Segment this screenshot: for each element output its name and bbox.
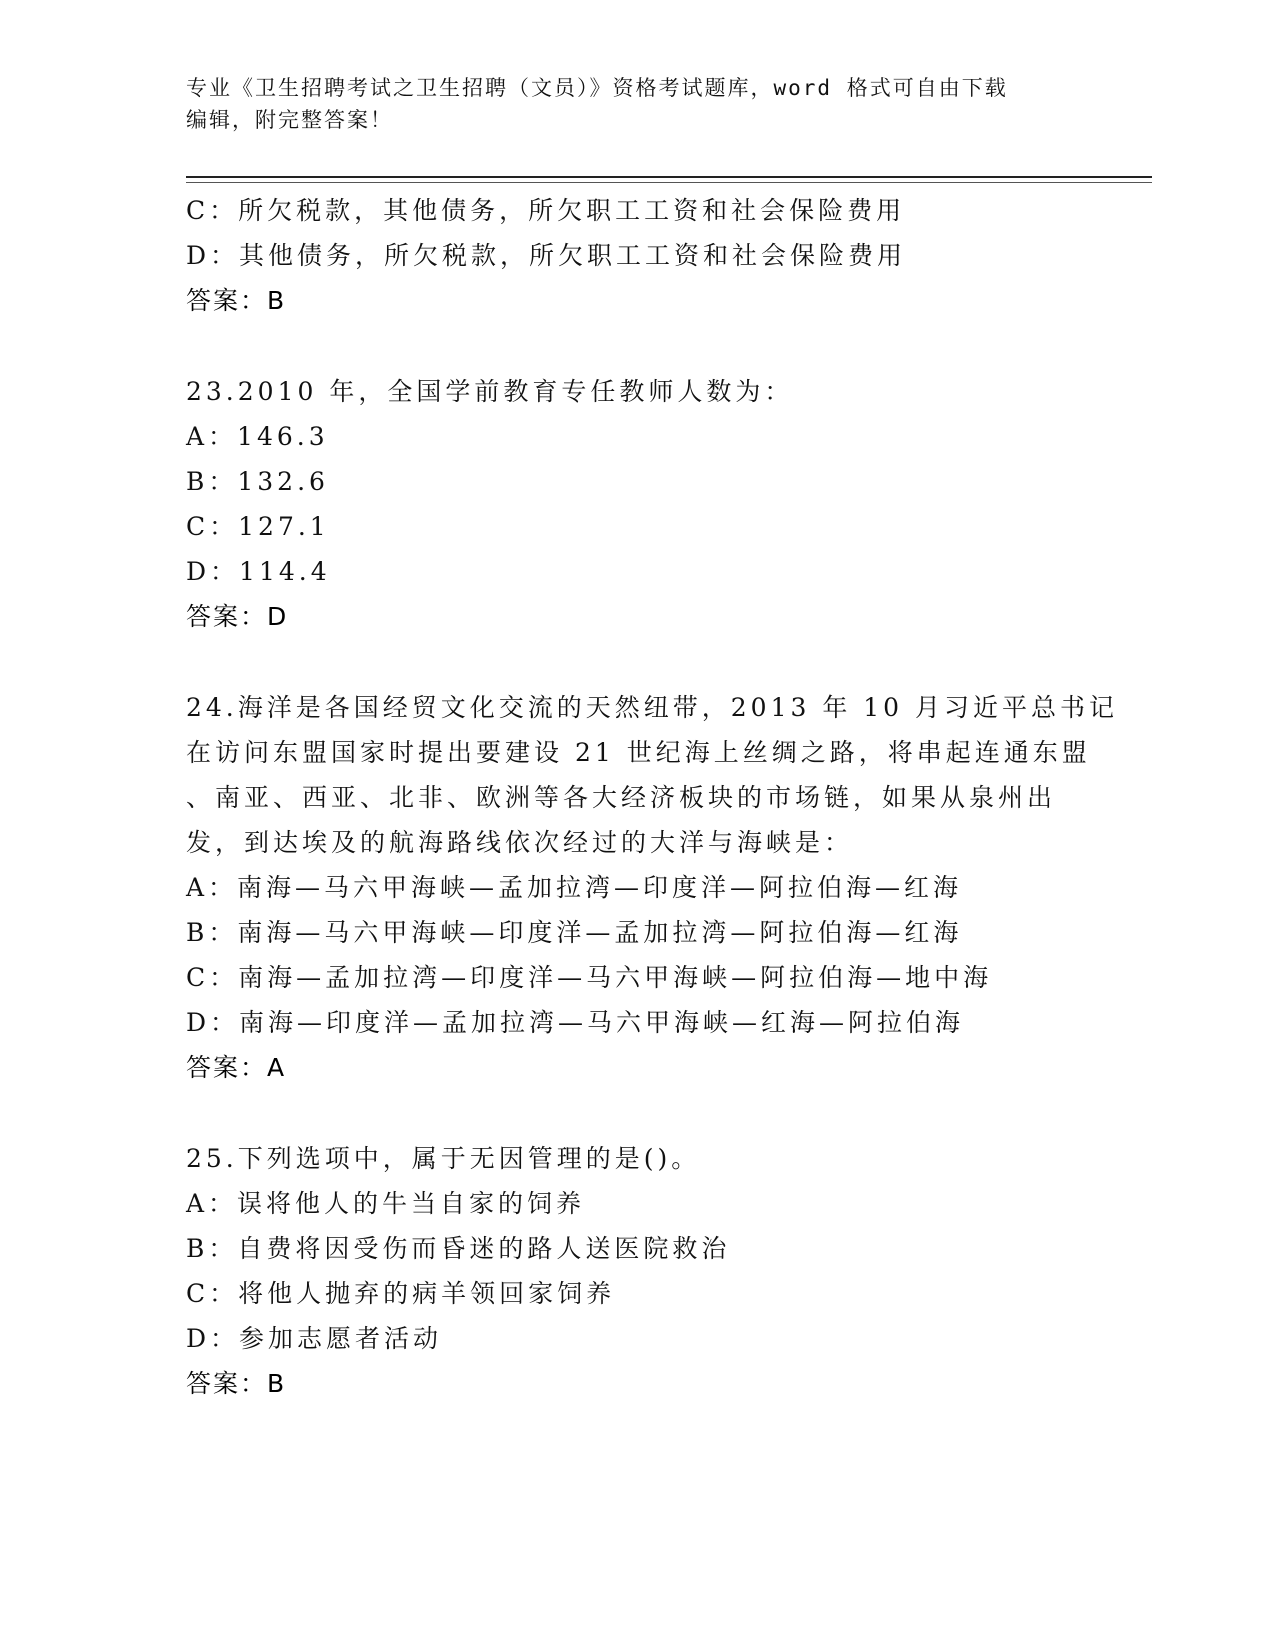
option-c: C：所欠税款，其他债务，所欠职工工资和社会保险费用 (186, 196, 906, 225)
header-divider-thick (186, 176, 1152, 178)
option-d: D：南海—印度洋—孟加拉湾—马六甲海峡—红海—阿拉伯海 (186, 1008, 965, 1037)
option-c: C：将他人抛弃的病羊领回家饲养 (186, 1279, 616, 1308)
document-body (186, 188, 1119, 1406)
question-24 (186, 685, 1119, 1090)
spacer (186, 323, 1086, 369)
header-divider-thin (186, 182, 1152, 183)
stem-line: 23.2010 年，全国学前教育专任教师人数为： (186, 377, 794, 406)
document-header (186, 72, 1066, 136)
stem-line: 在访问东盟国家时提出要建设 21 世纪海上丝绸之路，将串起连通东盟 (186, 738, 1091, 767)
stem-line: 24.海洋是各国经贸文化交流的天然纽带，2013 年 10 月习近平总书记 (186, 693, 1119, 722)
option-a: A：误将他人的牛当自家的饲养 (186, 1189, 586, 1218)
option-d: D：参加志愿者活动 (186, 1324, 443, 1353)
spacer (186, 639, 1086, 685)
question-22-tail (186, 188, 1086, 323)
spacer (186, 1090, 1086, 1136)
option-b: B：132.6 (186, 467, 329, 496)
stem-line: 25.下列选项中，属于无因管理的是()。 (186, 1144, 701, 1173)
option-c: C：127.1 (186, 512, 330, 541)
header-line-2: 编辑，附完整答案！ (186, 108, 393, 132)
answer-label: 答案：B (186, 286, 287, 315)
question-25 (186, 1136, 1086, 1406)
option-a: A：南海—马六甲海峡—孟加拉湾—印度洋—阿拉伯海—红海 (186, 873, 963, 902)
answer-label: 答案：D (186, 602, 289, 631)
answer-label: 答案：A (186, 1053, 287, 1082)
stem-line: 发，到达埃及的航海路线依次经过的大洋与海峡是： (186, 828, 854, 857)
stem-line: 、南亚、西亚、北非、欧洲等各大经济板块的市场链，如果从泉州出 (186, 783, 1057, 812)
question-stem (186, 1136, 1066, 1181)
option-b: B：自费将因受伤而昏迷的路人送医院救治 (186, 1234, 731, 1263)
question-stem (186, 369, 1066, 414)
option-a: A：146.3 (186, 422, 329, 451)
option-b: B：南海—马六甲海峡—印度洋—孟加拉湾—阿拉伯海—红海 (186, 918, 963, 947)
option-d: D：114.4 (186, 557, 331, 586)
option-c: C：南海—孟加拉湾—印度洋—马六甲海峡—阿拉伯海—地中海 (186, 963, 993, 992)
question-stem (186, 685, 1119, 865)
option-d: D：其他债务，所欠税款，所欠职工工资和社会保险费用 (186, 241, 907, 270)
header-line-1: 专业《卫生招聘考试之卫生招聘（文员）》资格考试题库，word 格式可自由下载 (186, 76, 1008, 100)
question-23 (186, 369, 1086, 639)
answer-label: 答案：B (186, 1369, 287, 1398)
